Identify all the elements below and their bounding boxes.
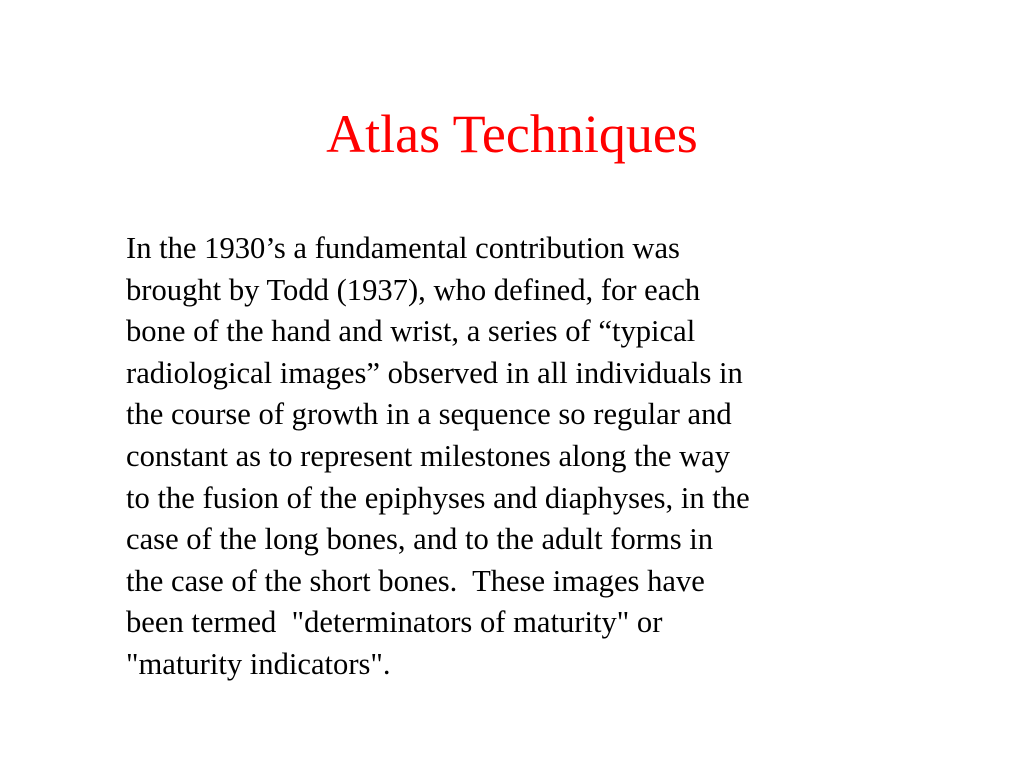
body-line: been termed "determinators of maturity" or: [126, 605, 663, 640]
body-line: to the fusion of the epiphyses and diaphyses, in the: [126, 480, 750, 515]
body-line: bone of the hand and wrist, a series of “typical: [126, 314, 696, 349]
body-line: constant as to represent milestones along the way: [126, 438, 731, 473]
body-line: In the 1930’s a fundamental contribution was: [126, 231, 680, 265]
body-line: case of the long bones, and to the adult forms in: [126, 522, 714, 557]
slide-body-text: [126, 228, 956, 686]
body-line: brought by Todd (1937), who defined, for each: [126, 272, 701, 307]
body-line: "maturity indicators".: [126, 646, 391, 681]
slide-title: Atlas Techniques: [326, 104, 698, 164]
body-line: the course of growth in a sequence so regular and: [126, 397, 732, 432]
body-line: the case of the short bones. These images have: [126, 563, 705, 598]
body-line: radiological images” observed in all individuals in: [126, 355, 743, 390]
